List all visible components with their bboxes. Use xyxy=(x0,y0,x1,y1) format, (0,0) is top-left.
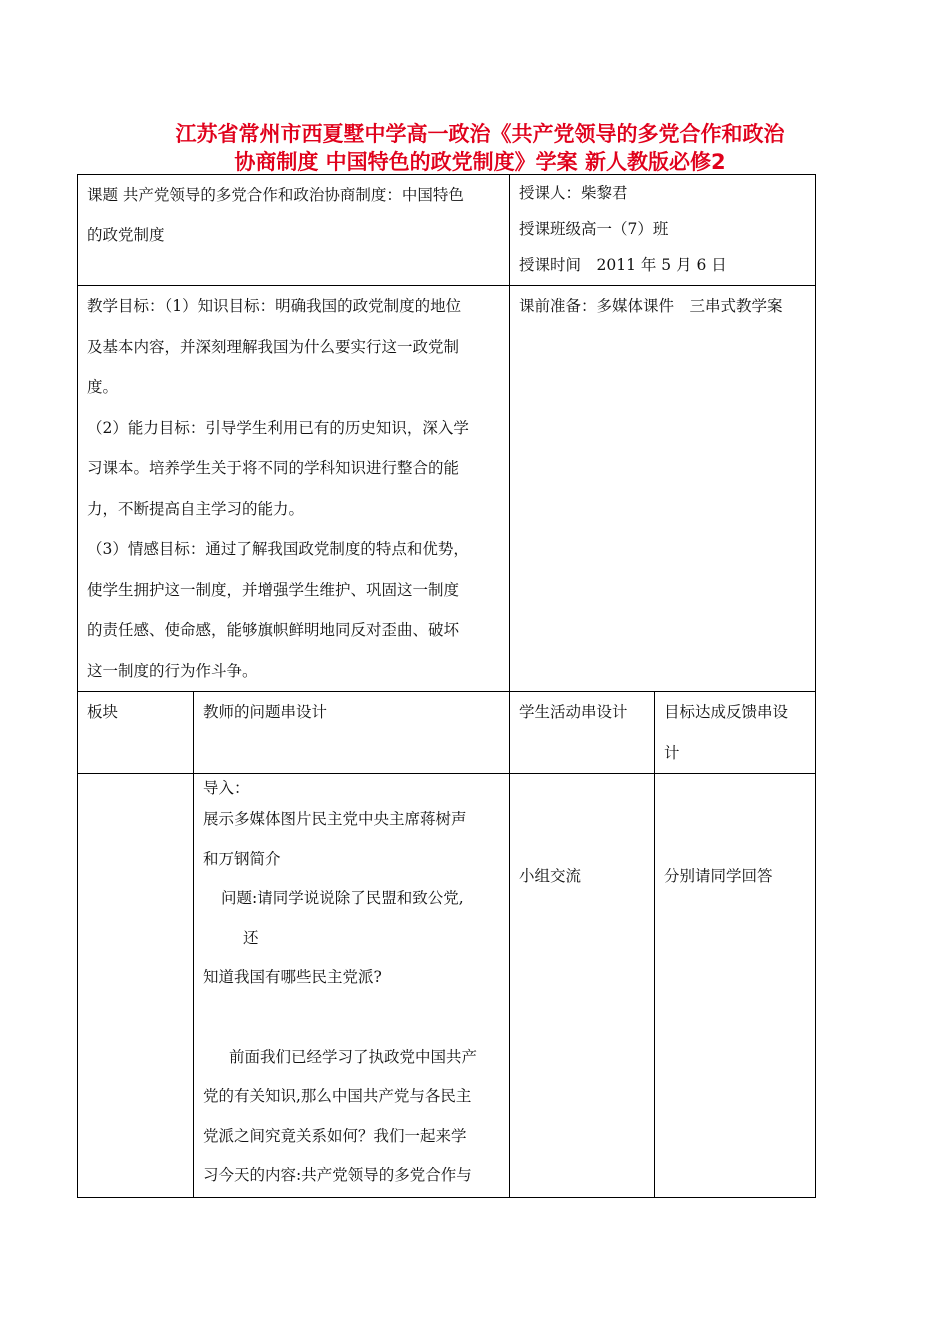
question-line: 知道我国有哪些民主党派? xyxy=(203,968,382,986)
goal-line: 习课本。培养学生关于将不同的学科知识进行整合的能 xyxy=(87,459,460,477)
goal-line: 使学生拥护这一制度，并增强学生维护、巩固这一制度 xyxy=(87,580,460,599)
title-line-2: 协商制度 中国特色的政党制度》学案 新人教版必修2 xyxy=(234,150,726,174)
topic-cell xyxy=(78,175,510,286)
question-line: 还 xyxy=(243,928,259,947)
student-activities-header: 学生活动串设计 xyxy=(510,692,655,774)
column-header-row xyxy=(78,692,816,774)
goal-line: （3）情感目标：通过了解我国政党制度的特点和优势， xyxy=(87,540,469,558)
question-line: 问题:请同学说说除了民盟和致公党, xyxy=(221,889,464,907)
goal-line: 及基本内容，并深刻理解我国为什么要实行这一政党制 xyxy=(87,337,460,356)
header-row xyxy=(78,175,816,286)
goal-line: 力，不断提高自主学习的能力。 xyxy=(87,499,305,518)
goal-line: 的责任感、使命感，能够旗帜鲜明地同反对歪曲、破坏 xyxy=(87,621,460,639)
title-line-1: 江苏省常州市西夏墅中学高一政治《共产党领导的多党合作和政治 xyxy=(175,122,785,146)
section-header: 板块 xyxy=(78,692,194,774)
intro-line: 和万钢简介 xyxy=(203,849,281,868)
lesson-plan-table xyxy=(77,174,816,1198)
paragraph-line: 党派之间究竟关系如何？我们一起来学 xyxy=(203,1126,467,1145)
teacher-name: 授课人：柴黎君 xyxy=(519,184,628,202)
lesson-time: 授课时间 2011 年 5 月 6 日 xyxy=(519,256,727,274)
goal-line: 度。 xyxy=(87,378,119,396)
section-cell xyxy=(78,774,194,1198)
preparation-cell xyxy=(510,286,816,692)
feedback-header: 目标达成反馈串设 计 xyxy=(655,692,816,774)
class-name: 授课班级高一（7）班 xyxy=(519,220,669,238)
paragraph-line: 党的有关知识,那么中国共产党与各民主 xyxy=(203,1087,472,1105)
intro-line: 展示多媒体图片民主党中央主席蒋树声 xyxy=(203,810,467,828)
document-title xyxy=(100,120,860,176)
topic-line: 的政党制度 xyxy=(87,226,165,244)
goal-line: 这一制度的行为作斗争。 xyxy=(87,661,258,680)
topic-line: 课题 共产党领导的多党合作和政治协商制度：中国特色 xyxy=(87,186,464,204)
intro-label: 导入： xyxy=(203,779,250,797)
content-row xyxy=(78,774,816,1198)
teaching-goals-cell xyxy=(78,286,510,692)
paragraph-line: 习今天的内容:共产党领导的多党合作与 xyxy=(203,1166,472,1184)
goal-line: 教学目标：（1）知识目标：明确我国的政党制度的地位 xyxy=(87,297,462,315)
teacher-questions-cell xyxy=(194,774,510,1198)
preparation-text: 课前准备：多媒体课件 三串式教学案 xyxy=(519,297,783,315)
goals-row xyxy=(78,286,816,692)
student-activity-text: 小组交流 xyxy=(519,867,582,885)
teacher-info-cell xyxy=(510,175,816,286)
paragraph-line: 前面我们已经学习了执政党中国共产 xyxy=(229,1047,478,1066)
teacher-questions-header: 教师的问题串设计 xyxy=(194,692,510,774)
student-activity-cell xyxy=(510,774,655,1198)
goal-line: （2）能力目标：引导学生利用已有的历史知识，深入学 xyxy=(87,418,469,437)
feedback-text: 分别请同学回答 xyxy=(664,867,773,885)
spacer xyxy=(203,998,501,1038)
feedback-cell xyxy=(655,774,816,1198)
